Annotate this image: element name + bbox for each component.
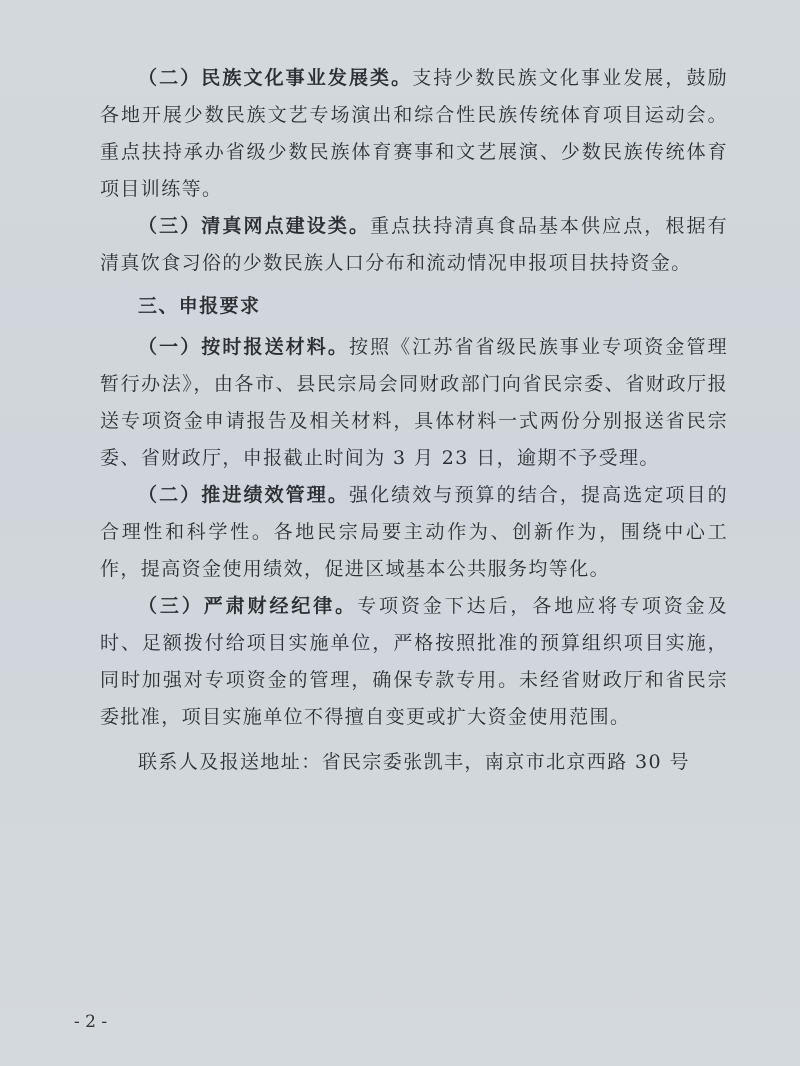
contact-info: 联系人及报送地址：省民宗委张凯丰，南京市北京西路 30 号 xyxy=(138,751,690,773)
page-number: - 2 - xyxy=(74,1012,108,1032)
paragraph-cultural-development xyxy=(100,60,728,208)
paragraph-lead: （二）推进绩效管理。 xyxy=(138,484,349,506)
paragraph-body: 重点扶持清真食品基本供应点，根据有清真饮食习俗的少数民族人口分布和流动情况申报项目扶持资金。 xyxy=(100,215,728,274)
paragraph-body: 支持少数民族文化事业发展，鼓励各地开展少数民族文艺专场演出和综合性民族传统体育项目运动会。重点扶持承办省级少数民族体育赛事和文艺展演、少数民族传统体育项目训练等。 xyxy=(100,67,728,200)
paragraph-lead: （三）严肃财经纪律。 xyxy=(138,595,358,617)
paragraph-lead: （三）清真网点建设类。 xyxy=(138,215,371,237)
paragraph-financial-discipline xyxy=(100,588,728,736)
paragraph-body: 按照《江苏省省级民族事业专项资金管理暂行办法》，由各市、县民宗局会同财政部门向省民宗委、省财政厅报送专项资金申请报告及相关材料，具体材料一式两份分别报送省民宗委、省财政厅，申报截止时间为 3 月 23 日，逾期不予受理。 xyxy=(100,336,728,469)
paragraph-body: 强化绩效与预算的结合，提高选定项目的合理性和科学性。各地民宗局要主动作为、创新作为，围绕中心工作，提高资金使用绩效，促进区域基本公共服务均等化。 xyxy=(100,484,728,580)
paragraph-submit-materials xyxy=(100,329,728,477)
paragraph-performance-management xyxy=(100,477,728,588)
section-heading: 三、申报要求 xyxy=(138,295,261,317)
paragraph-lead: （一）按时报送材料。 xyxy=(138,336,349,358)
paragraph-halal-outlets xyxy=(100,208,728,282)
paragraph-body: 专项资金下达后，各地应将专项资金及时、足额拨付给项目实施单位，严格按照批准的预算组织项目实施，同时加强对专项资金的管理，确保专款专用。未经省财政厅和省民宗委批准，项目实施单位不得擅自变更或扩大资金使用范围。 xyxy=(100,595,728,728)
paragraph-lead: （二）民族文化事业发展类。 xyxy=(138,67,413,89)
